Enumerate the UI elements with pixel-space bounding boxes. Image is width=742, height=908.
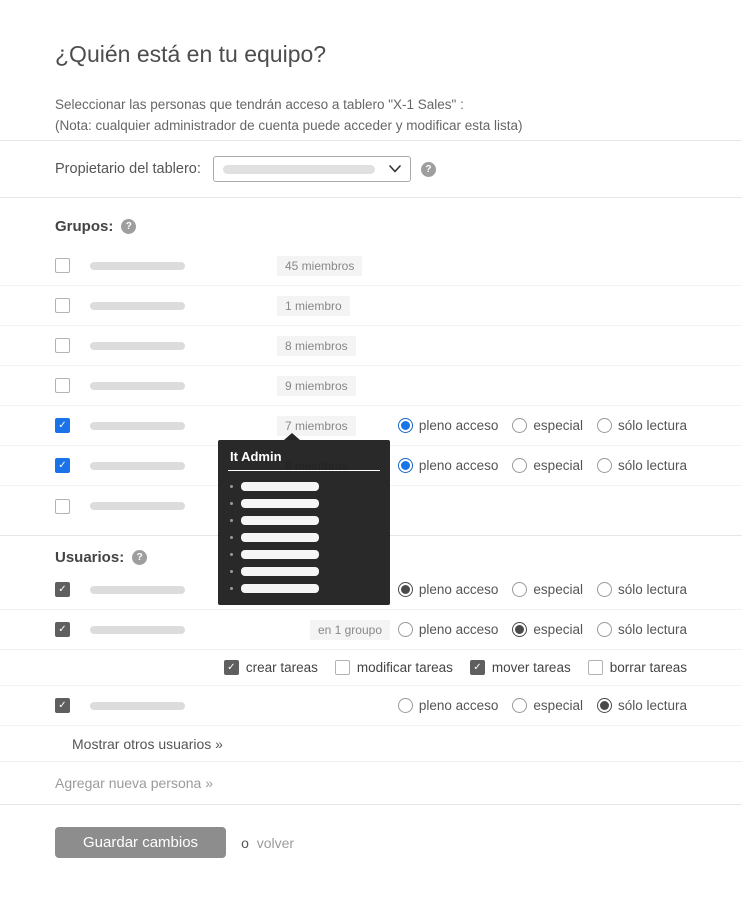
- owner-help-icon[interactable]: ?: [421, 162, 436, 177]
- radio-especial[interactable]: [512, 458, 527, 473]
- access-radio-group: [384, 418, 687, 433]
- members-badge: en 1 groupo: [310, 620, 390, 640]
- tooltip-member-item: [230, 482, 378, 491]
- permission-crear-tareas[interactable]: [224, 660, 318, 675]
- access-option-pleno-acceso[interactable]: [398, 622, 499, 637]
- chevron-down-icon: [389, 165, 401, 173]
- radio-solo-lectura[interactable]: [597, 698, 612, 713]
- page-title: ¿Quién está en tu equipo?: [55, 41, 327, 68]
- radio-pleno-acceso[interactable]: [398, 582, 413, 597]
- redacted-name-bar: [90, 502, 185, 510]
- save-changes-button[interactable]: Guardar cambios: [55, 827, 226, 858]
- bullet-dot-icon: [230, 570, 233, 573]
- radio-especial[interactable]: [512, 418, 527, 433]
- user-checkbox[interactable]: ✓: [55, 698, 70, 713]
- access-option-especial[interactable]: [512, 418, 583, 433]
- access-option-especial[interactable]: [512, 698, 583, 713]
- user-row: [0, 686, 742, 726]
- redacted-name-bar: [90, 262, 185, 270]
- group-row: [0, 286, 742, 326]
- access-option-solo-lectura[interactable]: [597, 458, 687, 473]
- tooltip-divider: [228, 470, 380, 471]
- tooltip-member-item: [230, 499, 378, 508]
- show-other-users-link[interactable]: Mostrar otros usuarios »: [72, 735, 223, 752]
- back-link[interactable]: volver: [256, 834, 295, 851]
- access-option-solo-lectura[interactable]: [597, 698, 687, 713]
- user-row: [0, 610, 742, 650]
- radio-pleno-acceso[interactable]: [398, 458, 413, 473]
- group-checkbox[interactable]: ✓: [55, 458, 70, 473]
- access-option-solo-lectura[interactable]: [597, 582, 687, 597]
- access-option-label: especial: [533, 418, 583, 433]
- redacted-name-bar: [90, 586, 185, 594]
- footer-actions: [55, 827, 294, 858]
- access-option-pleno-acceso[interactable]: [398, 418, 499, 433]
- permission-checkbox[interactable]: ✓: [470, 660, 485, 675]
- tooltip-member-item: [230, 550, 378, 559]
- radio-pleno-acceso[interactable]: [398, 622, 413, 637]
- radio-solo-lectura[interactable]: [597, 418, 612, 433]
- group-checkbox[interactable]: [55, 258, 70, 273]
- access-option-label: especial: [533, 698, 583, 713]
- radio-especial[interactable]: [512, 698, 527, 713]
- tooltip-member-item: [230, 567, 378, 576]
- access-option-especial[interactable]: [512, 622, 583, 637]
- group-members-tooltip: [218, 440, 390, 605]
- group-checkbox[interactable]: [55, 499, 70, 514]
- redacted-member-bar: [241, 550, 319, 559]
- members-badge: 9 miembros: [277, 376, 356, 396]
- task-permissions-row: [0, 650, 742, 686]
- permission-checkbox[interactable]: [588, 660, 603, 675]
- access-option-label: pleno acceso: [418, 458, 499, 473]
- access-option-pleno-acceso[interactable]: [398, 582, 499, 597]
- page-subtitle: [55, 94, 687, 136]
- redacted-member-bar: [241, 567, 319, 576]
- bullet-dot-icon: [230, 485, 233, 488]
- radio-pleno-acceso[interactable]: [398, 698, 413, 713]
- add-person-link[interactable]: Agregar nueva persona »: [55, 775, 213, 791]
- add-person-row: [0, 762, 742, 805]
- access-option-label: pleno acceso: [418, 582, 499, 597]
- group-row: [0, 366, 742, 406]
- permission-label: borrar tareas: [609, 660, 687, 675]
- group-row: [0, 246, 742, 286]
- access-option-label: pleno acceso: [418, 622, 499, 637]
- access-option-label: sólo lectura: [617, 582, 687, 597]
- access-option-label: sólo lectura: [617, 458, 687, 473]
- bullet-dot-icon: [230, 536, 233, 539]
- board-owner-select[interactable]: [213, 156, 411, 182]
- access-option-solo-lectura[interactable]: [597, 622, 687, 637]
- redacted-owner-value-bar: [223, 165, 375, 174]
- permission-label: modificar tareas: [356, 660, 453, 675]
- subtitle-line-1: Seleccionar las personas que tendrán acceso a tablero "X-1 Sales" :: [55, 96, 464, 112]
- access-option-label: sólo lectura: [617, 698, 687, 713]
- redacted-member-bar: [241, 516, 319, 525]
- members-badge: 45 miembros: [277, 256, 362, 276]
- permission-mover-tareas[interactable]: [470, 660, 571, 675]
- permission-checkbox[interactable]: ✓: [224, 660, 239, 675]
- or-back-text: [241, 835, 294, 851]
- bullet-dot-icon: [230, 519, 233, 522]
- access-option-solo-lectura[interactable]: [597, 418, 687, 433]
- access-option-pleno-acceso[interactable]: [398, 698, 499, 713]
- bullet-dot-icon: [230, 553, 233, 556]
- redacted-name-bar: [90, 342, 185, 350]
- groups-help-icon[interactable]: ?: [121, 219, 136, 234]
- or-label: o: [241, 834, 249, 851]
- redacted-member-bar: [241, 533, 319, 542]
- access-option-especial[interactable]: [512, 458, 583, 473]
- access-option-label: pleno acceso: [418, 698, 499, 713]
- access-option-label: sólo lectura: [617, 418, 687, 433]
- members-badge: 1 miembro: [277, 296, 350, 316]
- tooltip-member-list: [218, 482, 390, 605]
- redacted-name-bar: [90, 462, 185, 470]
- access-option-label: especial: [533, 458, 583, 473]
- show-other-users-row: [0, 726, 742, 762]
- board-owner-row: [0, 140, 742, 198]
- members-badge: 7 miembros: [277, 416, 356, 436]
- access-option-label: sólo lectura: [617, 622, 687, 637]
- access-radio-group: [384, 698, 687, 713]
- user-checkbox[interactable]: ✓: [55, 622, 70, 637]
- group-checkbox[interactable]: [55, 378, 70, 393]
- access-option-label: especial: [533, 582, 583, 597]
- access-option-especial[interactable]: [512, 582, 583, 597]
- access-option-label: especial: [533, 622, 583, 637]
- redacted-name-bar: [90, 382, 185, 390]
- groups-section-header: [55, 218, 136, 235]
- access-option-label: pleno acceso: [418, 418, 499, 433]
- access-radio-group: [384, 622, 687, 637]
- group-checkbox[interactable]: [55, 298, 70, 313]
- tooltip-member-item: [230, 533, 378, 542]
- tooltip-group-title: It Admin: [230, 449, 282, 464]
- radio-especial[interactable]: [512, 582, 527, 597]
- tooltip-member-item: [230, 584, 378, 593]
- groups-header-label: Grupos:: [55, 218, 114, 235]
- radio-solo-lectura[interactable]: [597, 458, 612, 473]
- permission-modificar-tareas[interactable]: [335, 660, 453, 675]
- users-header-label: Usuarios:: [55, 549, 125, 566]
- redacted-name-bar: [90, 626, 185, 634]
- access-radio-group: [384, 458, 687, 473]
- tooltip-member-item: [230, 516, 378, 525]
- redacted-member-bar: [241, 499, 319, 508]
- group-checkbox[interactable]: ✓: [55, 418, 70, 433]
- members-badge: 8 miembros: [277, 336, 356, 356]
- bullet-dot-icon: [230, 502, 233, 505]
- redacted-name-bar: [90, 702, 185, 710]
- radio-solo-lectura[interactable]: [597, 582, 612, 597]
- redacted-name-bar: [90, 422, 185, 430]
- redacted-member-bar: [241, 482, 319, 491]
- radio-solo-lectura[interactable]: [597, 622, 612, 637]
- access-radio-group: [384, 582, 687, 597]
- redacted-name-bar: [90, 302, 185, 310]
- user-checkbox[interactable]: ✓: [55, 582, 70, 597]
- group-row: [0, 326, 742, 366]
- subtitle-line-2: (Nota: cualquier administrador de cuenta puede acceder y modificar esta lista): [55, 117, 523, 133]
- access-option-pleno-acceso[interactable]: [398, 458, 499, 473]
- board-owner-label: Propietario del tablero:: [55, 161, 201, 177]
- permission-borrar-tareas[interactable]: [588, 660, 687, 675]
- radio-pleno-acceso[interactable]: [398, 418, 413, 433]
- users-help-icon[interactable]: ?: [132, 550, 147, 565]
- bullet-dot-icon: [230, 587, 233, 590]
- permission-label: crear tareas: [245, 660, 318, 675]
- permission-label: mover tareas: [491, 660, 571, 675]
- radio-especial[interactable]: [512, 622, 527, 637]
- group-checkbox[interactable]: [55, 338, 70, 353]
- permission-checkbox[interactable]: [335, 660, 350, 675]
- redacted-member-bar: [241, 584, 319, 593]
